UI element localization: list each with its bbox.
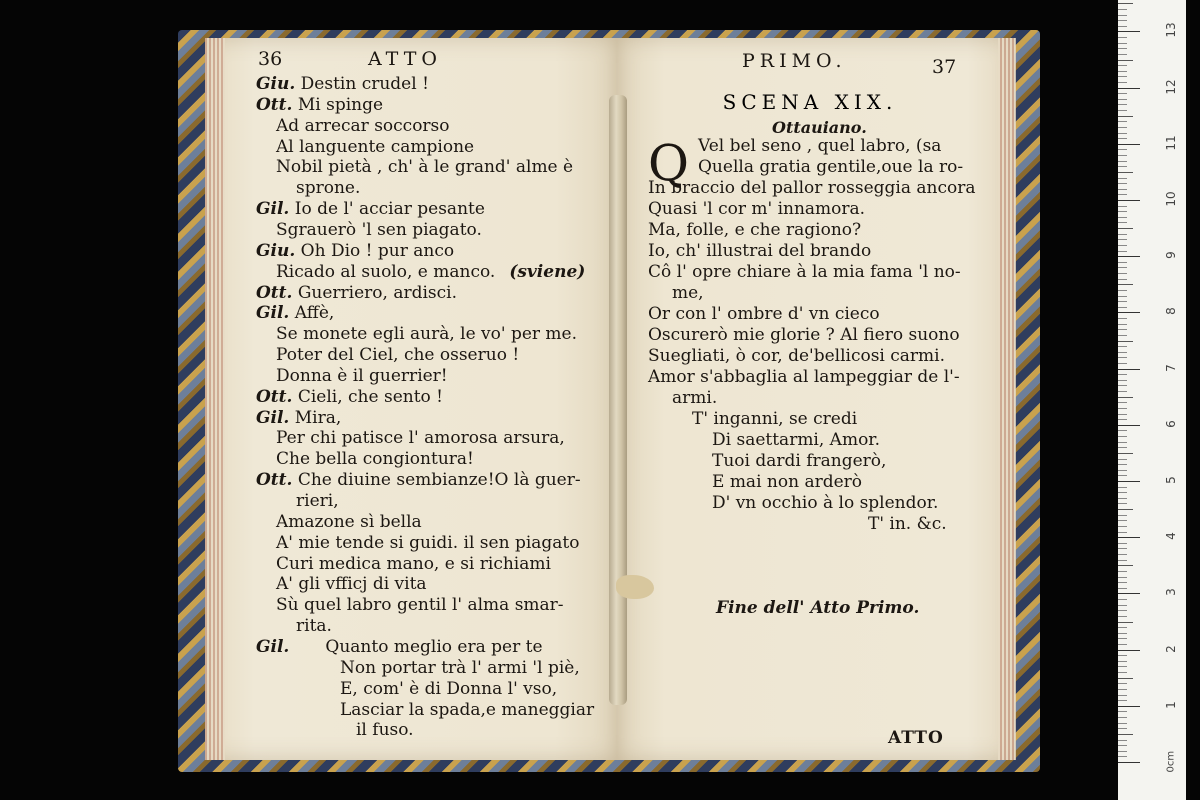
verse-line	[648, 346, 945, 367]
verse-text: Al languente campione	[276, 136, 475, 157]
right-page-number: 37	[932, 56, 957, 78]
verse-text: il fuso.	[356, 720, 414, 741]
ruler-tick	[1118, 290, 1127, 291]
verse-line	[356, 720, 414, 741]
ruler-tick	[1118, 194, 1127, 195]
ruler-tick	[1118, 689, 1127, 690]
ruler-number: 2	[1164, 644, 1178, 653]
verse-text: Che bella congiontura!	[276, 449, 474, 470]
verse-text: Se monete egli aurà, le vo' per me.	[276, 324, 578, 345]
verse-line	[648, 262, 961, 283]
ruler-number: 5	[1164, 476, 1178, 484]
verse-line	[648, 199, 865, 220]
verse-text: Per chi patisce l' amorosa arsura,	[276, 428, 565, 449]
verse-line	[276, 428, 565, 449]
verse-line	[256, 387, 443, 408]
ruler-tick	[1118, 9, 1127, 10]
ruler-tick	[1118, 318, 1127, 319]
ruler-tick	[1118, 751, 1127, 752]
verse-line	[256, 283, 457, 304]
ruler-tick	[1118, 414, 1127, 415]
speaker-label: Ott.	[256, 94, 293, 115]
verse-text: E mai non arderò	[712, 472, 863, 492]
verse-text: Cô l' opre chiare à la mia fama 'l no-	[648, 262, 961, 282]
verse-line	[276, 595, 564, 616]
verse-line	[296, 178, 360, 199]
speaker-label: Giu.	[256, 240, 296, 261]
verse-text: me,	[672, 283, 704, 303]
scene-title-wrap	[640, 90, 980, 120]
ruler-tick	[1118, 492, 1127, 493]
ruler-tick	[1118, 425, 1140, 426]
ruler-tick	[1118, 329, 1127, 330]
ruler-number: 11	[1164, 135, 1178, 151]
ruler-tick	[1118, 200, 1140, 201]
speaker-label: Ott.	[256, 282, 293, 303]
verse-text: Io, ch' illustrai del brando	[648, 241, 872, 261]
ruler-tick	[1118, 678, 1133, 679]
ruler-tick	[1118, 251, 1127, 252]
ruler-tick	[1118, 509, 1133, 510]
verse-text: Non portar trà l' armi 'l piè,	[340, 657, 580, 678]
ruler-tick	[1118, 672, 1127, 673]
ruler-tick	[1118, 335, 1127, 336]
ruler-tick	[1118, 728, 1127, 729]
catchword: ATTO	[888, 728, 944, 748]
ruler-tick	[1118, 560, 1127, 561]
verse-text: T' in. &c.	[868, 514, 947, 534]
ruler-tick	[1118, 166, 1127, 167]
ruler-tick	[1118, 267, 1127, 268]
ruler-tick	[1118, 605, 1127, 606]
speaker-label: Ott.	[256, 470, 293, 491]
ruler-number: 7	[1164, 363, 1178, 372]
verse-line	[276, 220, 482, 241]
ruler-tick	[1118, 430, 1127, 431]
ruler-tick	[1118, 487, 1127, 488]
ruler-tick	[1118, 127, 1127, 128]
verse-line	[276, 116, 450, 137]
ruler-tick	[1118, 756, 1127, 757]
verse-line	[256, 199, 485, 220]
verse-text: Amor s'abbaglia al lampeggiar de l'-	[648, 367, 960, 387]
verse-text: D' vn occhio à lo splendor.	[712, 493, 939, 513]
verse-text: Oscurerò mie glorie ? Al fiero suono	[648, 325, 960, 345]
ruler-tick	[1118, 475, 1127, 476]
binding-thread	[616, 575, 654, 599]
ruler-tick	[1118, 37, 1127, 38]
ruler-tick	[1118, 459, 1127, 460]
verse-text: Ma, folle, e che ragiono?	[648, 220, 862, 240]
ruler-tick	[1118, 616, 1127, 617]
ruler-tick	[1118, 149, 1127, 150]
ruler-tick	[1118, 588, 1127, 589]
verse-text: Vel bel seno , quel labro, (sa	[698, 136, 942, 156]
verse-line	[276, 137, 474, 158]
ruler-tick	[1118, 622, 1133, 623]
verse-text: Lasciar la spada,e maneggiar	[340, 699, 595, 720]
ruler-tick	[1118, 228, 1133, 229]
ruler-tick	[1118, 520, 1127, 521]
verse-line	[256, 303, 334, 324]
verse-text: Tuoi dardi frangerò,	[712, 451, 887, 471]
verse-text: rieri,	[296, 491, 339, 511]
ruler-tick	[1118, 661, 1127, 662]
ruler-tick	[1118, 161, 1127, 162]
ruler-tick	[1118, 116, 1133, 117]
ruler-tick	[1118, 245, 1127, 246]
verse-line	[648, 220, 861, 241]
ruler-tick	[1118, 26, 1127, 27]
verse-text: Donna è il guerrier!	[276, 365, 448, 386]
ruler-tick	[1118, 577, 1127, 578]
ruler-tick	[1118, 695, 1127, 696]
ruler-tick	[1118, 133, 1127, 134]
verse-line	[712, 472, 862, 493]
ruler-tick	[1118, 155, 1127, 156]
ruler-tick	[1118, 369, 1140, 370]
ruler-number: 3	[1164, 588, 1178, 597]
verse-text: Suegliati, ò cor, de'bellicosi carmi.	[648, 346, 946, 366]
ruler-tick	[1118, 627, 1127, 628]
ruler-number: 8	[1164, 307, 1178, 316]
ruler-tick	[1118, 655, 1127, 656]
ruler-tick	[1118, 610, 1127, 611]
character-name: Ottauiano.	[772, 118, 867, 137]
verse-line	[276, 449, 474, 470]
speaker-label: Gil.	[256, 407, 290, 428]
verse-text: A' mie tende si guidi. il sen piagato	[276, 532, 580, 553]
ruler-tick	[1118, 262, 1127, 263]
verse-line	[698, 136, 941, 157]
ruler-tick	[1118, 582, 1127, 583]
ruler-tick	[1118, 571, 1127, 572]
ruler-tick	[1118, 284, 1133, 285]
verse-text: Ricado al suolo, e manco.	[276, 261, 496, 282]
verse-text: armi.	[672, 388, 718, 408]
verse-line	[256, 241, 454, 262]
ruler-tick	[1118, 554, 1127, 555]
ruler-tick	[1118, 374, 1127, 375]
verse-line	[648, 325, 960, 346]
verse-text: Amazone sì bella	[276, 511, 422, 532]
verse-line	[296, 616, 332, 637]
ruler-tick	[1118, 99, 1127, 100]
verse-text: Poter del Ciel, che osseruo !	[276, 345, 520, 366]
ruler-number: 6	[1164, 419, 1178, 428]
ruler-tick	[1118, 723, 1127, 724]
verse-text: Sù quel labro gentil l' alma smar-	[276, 595, 564, 616]
ruler-tick	[1118, 391, 1127, 392]
verse-text: Di saettarmi, Amor.	[712, 430, 880, 450]
speaker-label: Giu.	[256, 74, 296, 94]
ruler-tick	[1118, 717, 1127, 718]
verse-line	[340, 700, 594, 721]
verse-text: In braccio del pallor rosseggia ancora	[648, 178, 976, 198]
verse-line	[692, 409, 857, 430]
right-page-edge	[998, 38, 1016, 760]
ruler-tick	[1118, 548, 1127, 549]
verse-line	[276, 512, 422, 533]
ruler-tick	[1118, 706, 1140, 707]
verse-text: Mira,	[294, 407, 342, 428]
verse-line	[276, 366, 448, 387]
verse-text: rita.	[296, 616, 332, 637]
ruler-tick	[1118, 15, 1127, 16]
ruler-tick	[1118, 189, 1127, 190]
ruler-number: 10	[1164, 191, 1178, 207]
ruler-tick	[1118, 543, 1127, 544]
ruler-tick	[1118, 341, 1133, 342]
verse-line	[276, 324, 577, 345]
verse-text: Cieli, che sento !	[297, 386, 443, 407]
ruler-tick	[1118, 436, 1127, 437]
ruler-tick	[1118, 48, 1127, 49]
verse-text: Quella gratia gentile,oue la ro-	[698, 157, 964, 177]
ruler-tick	[1118, 532, 1127, 533]
verse-line	[276, 157, 573, 178]
ruler-tick	[1118, 419, 1127, 420]
ruler-tick	[1118, 408, 1127, 409]
ruler-tick	[1118, 324, 1127, 325]
ruler-tick	[1118, 138, 1127, 139]
ruler-tick	[1118, 397, 1133, 398]
verse-line	[712, 430, 880, 451]
verse-line	[340, 658, 580, 679]
ruler-tick	[1118, 217, 1127, 218]
ruler-tick	[1118, 239, 1127, 240]
verse-text: Affè,	[294, 303, 335, 324]
ruler-tick	[1118, 82, 1127, 83]
ruler-tick	[1118, 54, 1127, 55]
verse-line	[256, 95, 383, 116]
ruler-tick	[1118, 60, 1133, 61]
ruler-tick	[1118, 178, 1127, 179]
ruler-tick	[1118, 307, 1127, 308]
ruler-tick	[1118, 526, 1127, 527]
verse-text: Sgrauerò 'l sen piagato.	[276, 219, 482, 240]
verse-text: Curi medica mano, e si richiami	[276, 553, 551, 574]
speaker-label: Gil.	[256, 636, 290, 657]
ruler-tick	[1118, 498, 1127, 499]
ruler-tick	[1118, 346, 1127, 347]
drop-cap: Q	[648, 134, 689, 192]
verse-text: Guerriero, ardisci.	[297, 282, 458, 303]
ruler-tick	[1118, 740, 1127, 741]
verse-text: Or con l' ombre d' vn cieco	[648, 304, 880, 324]
verse-text: E, com' è di Donna l' vso,	[340, 678, 558, 699]
verse-line	[276, 262, 585, 283]
ruler-tick	[1118, 183, 1127, 184]
verse-line	[276, 345, 519, 366]
ruler-tick	[1118, 650, 1140, 651]
verse-text: sprone.	[296, 178, 361, 199]
ruler-number: 4	[1164, 532, 1178, 541]
verse-text: A' gli vfficj di vita	[276, 574, 427, 595]
verse-text: Oh Dio ! pur anco	[300, 240, 455, 261]
verse-line	[276, 574, 427, 595]
ruler-tick	[1118, 312, 1140, 313]
ruler-tick	[1118, 638, 1127, 639]
ruler-tick	[1118, 211, 1127, 212]
ruler-tick	[1118, 222, 1127, 223]
verse-line	[698, 157, 963, 178]
speaker-label: Gil.	[256, 303, 290, 324]
left-page-header: ATTO	[368, 48, 442, 70]
verse-line	[256, 470, 581, 491]
ruler-tick	[1118, 666, 1127, 667]
verse-text: Che diuine sembianze!O là guer-	[297, 470, 581, 491]
ruler-tick	[1118, 357, 1127, 358]
ruler-tick	[1118, 442, 1127, 443]
ruler-tick	[1118, 206, 1127, 207]
verse-text: Quanto meglio era per te	[325, 636, 543, 657]
verse-line	[256, 408, 341, 429]
ruler-tick	[1118, 363, 1127, 364]
ruler-tick	[1118, 3, 1133, 4]
scene-title: SCENA XIX.	[722, 90, 898, 114]
ruler-tick	[1118, 352, 1127, 353]
ruler-tick	[1118, 734, 1133, 735]
ruler-tick	[1118, 633, 1127, 634]
ruler-tick	[1118, 745, 1127, 746]
ruler-tick	[1118, 700, 1127, 701]
ruler-number: 13	[1164, 22, 1178, 39]
ruler-number: 9	[1164, 251, 1178, 260]
ruler-tick	[1118, 296, 1127, 297]
ruler-tick	[1118, 385, 1127, 386]
stage-direction: (sviene)	[509, 261, 586, 282]
verse-line	[276, 554, 551, 575]
ruler-tick	[1118, 104, 1127, 105]
verse-line	[648, 178, 975, 199]
ruler-tick	[1118, 537, 1140, 538]
ruler-tick	[1118, 93, 1127, 94]
ruler-tick	[1118, 144, 1140, 145]
measurement-ruler	[1118, 0, 1186, 800]
ruler-tick	[1118, 43, 1127, 44]
ruler-tick	[1118, 234, 1127, 235]
verse-line	[712, 451, 886, 472]
speaker-label: Gil.	[256, 199, 290, 220]
ruler-tick	[1118, 593, 1140, 594]
ruler-tick	[1118, 515, 1127, 516]
verse-line	[256, 637, 543, 658]
ruler-tick	[1118, 402, 1127, 403]
ruler-tick	[1118, 447, 1127, 448]
ruler-number: 1	[1164, 700, 1178, 709]
ruler-tick	[1118, 683, 1127, 684]
verse-text: Io de l' acciar pesante	[294, 199, 485, 220]
ruler-tick	[1118, 470, 1127, 471]
speaker-label: Ott.	[256, 386, 293, 407]
ruler-tick	[1118, 762, 1140, 763]
ruler-tick	[1118, 599, 1127, 600]
act-end-note: Fine dell' Atto Primo.	[716, 598, 920, 618]
verse-line	[672, 283, 704, 304]
ruler-tick	[1118, 481, 1140, 482]
ruler-number: 12	[1164, 78, 1178, 95]
ruler-tick	[1118, 464, 1127, 465]
right-page-header: PRIMO.	[742, 50, 847, 72]
ruler-tick	[1118, 172, 1133, 173]
ruler-tick	[1118, 110, 1127, 111]
verse-line	[296, 491, 339, 512]
verse-text: Destin crudel !	[300, 74, 429, 94]
ruler-tick	[1118, 453, 1133, 454]
ruler-tick	[1118, 380, 1127, 381]
verse-text: Nobil pietà , ch' à le grand' alme è	[276, 157, 574, 178]
ruler-tick	[1118, 301, 1127, 302]
ruler-tick	[1118, 256, 1140, 257]
verse-line	[712, 493, 938, 514]
left-page-number: 36	[258, 48, 283, 70]
ruler-tick	[1118, 71, 1127, 72]
ruler-tick	[1118, 644, 1127, 645]
verse-line	[648, 367, 960, 388]
ruler-tick	[1118, 503, 1127, 504]
verse-line	[256, 74, 429, 95]
verse-text: Ad arrecar soccorso	[276, 115, 450, 136]
ruler-tick	[1118, 711, 1127, 712]
ruler-tick	[1118, 65, 1127, 66]
verse-line	[276, 533, 579, 554]
ruler-tick	[1118, 88, 1140, 89]
ruler-tick	[1118, 20, 1127, 21]
ruler-tick	[1118, 273, 1127, 274]
verse-text: T' inganni, se credi	[692, 409, 858, 429]
verse-line	[648, 241, 871, 262]
verse-line	[648, 304, 880, 325]
verse-line	[672, 388, 717, 409]
left-page-edge	[205, 38, 225, 760]
ruler-tick	[1118, 121, 1127, 122]
ruler-tick	[1118, 31, 1140, 32]
verse-line	[868, 514, 947, 535]
ruler-tick	[1118, 279, 1127, 280]
ruler-tick	[1118, 76, 1127, 77]
book-spine	[609, 95, 627, 705]
ruler-unit-label: 0cm	[1165, 750, 1177, 773]
verse-text: Quasi 'l cor m' innamora.	[648, 199, 866, 219]
ruler-tick	[1118, 565, 1133, 566]
verse-line	[340, 679, 557, 700]
verse-text: Mi spinge	[297, 94, 384, 115]
